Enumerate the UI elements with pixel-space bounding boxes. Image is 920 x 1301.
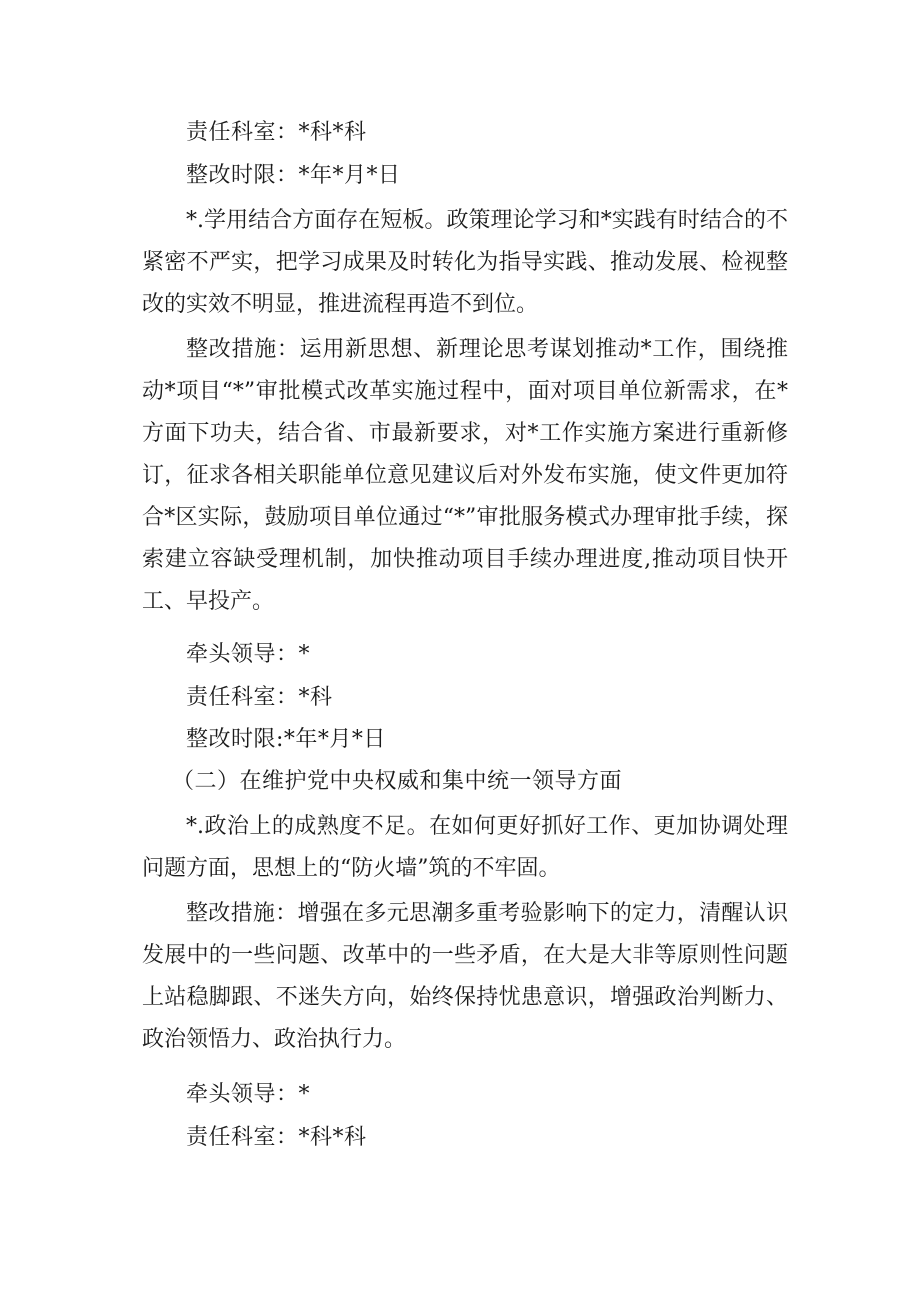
section-heading: （二）在维护党中央权威和集中统一领导方面 <box>172 769 623 794</box>
lead-leader-line: 牵头领导：* <box>186 642 311 667</box>
deadline-line: 整改时限:*年*月*日 <box>186 727 386 752</box>
measure-paragraph: 整改措施：运用新思想、新理论思考谋划推动*工作，围绕推动*项目“*”审批模式改革实施过程中，面对项目单位新需求，在*方面下功夫，结合省、市最新要求，对*工作实施方案进行重新修订，征求各相关职能单位意见建议后对外发布实施，使文件更加符合*区实际，鼓励项目单位通过“*”审批服务模式办理审批手续，探索建立容缺受理机制，加快推动项目手续办理进度,推动项目快开工、早投产。 <box>142 337 788 614</box>
issue-paragraph: *.政治上的成熟度不足。在如何更好抓好工作、更加协调处理问题方面，思想上的“防火墙”筑的不牢固。 <box>142 814 788 881</box>
deadline-line: 整改时限：*年*月*日 <box>186 163 401 188</box>
responsible-office-line: 责任科室：*科 <box>186 685 333 710</box>
issue-paragraph: *.学用结合方面存在短板。政策理论学习和*实践有时结合的不紧密不严实，把学习成果及时转化为指导实践、推动发展、检视整改的实效不明显，推进流程再造不到位。 <box>142 208 788 317</box>
responsible-office-line: 责任科室：*科*科 <box>186 1125 367 1150</box>
lead-leader-line: 牵头领导：* <box>186 1082 311 1107</box>
measure-paragraph: 整改措施：增强在多元思潮多重考验影响下的定力，清醒认识发展中的一些问题、改革中的一些矛盾，在大是大非等原则性问题上站稳脚跟、不迷失方向，始终保持忧患意识，增强政治判断力、政治领悟力、政治执行力。 <box>142 901 788 1052</box>
responsible-office-line: 责任科室：*科*科 <box>186 120 367 145</box>
